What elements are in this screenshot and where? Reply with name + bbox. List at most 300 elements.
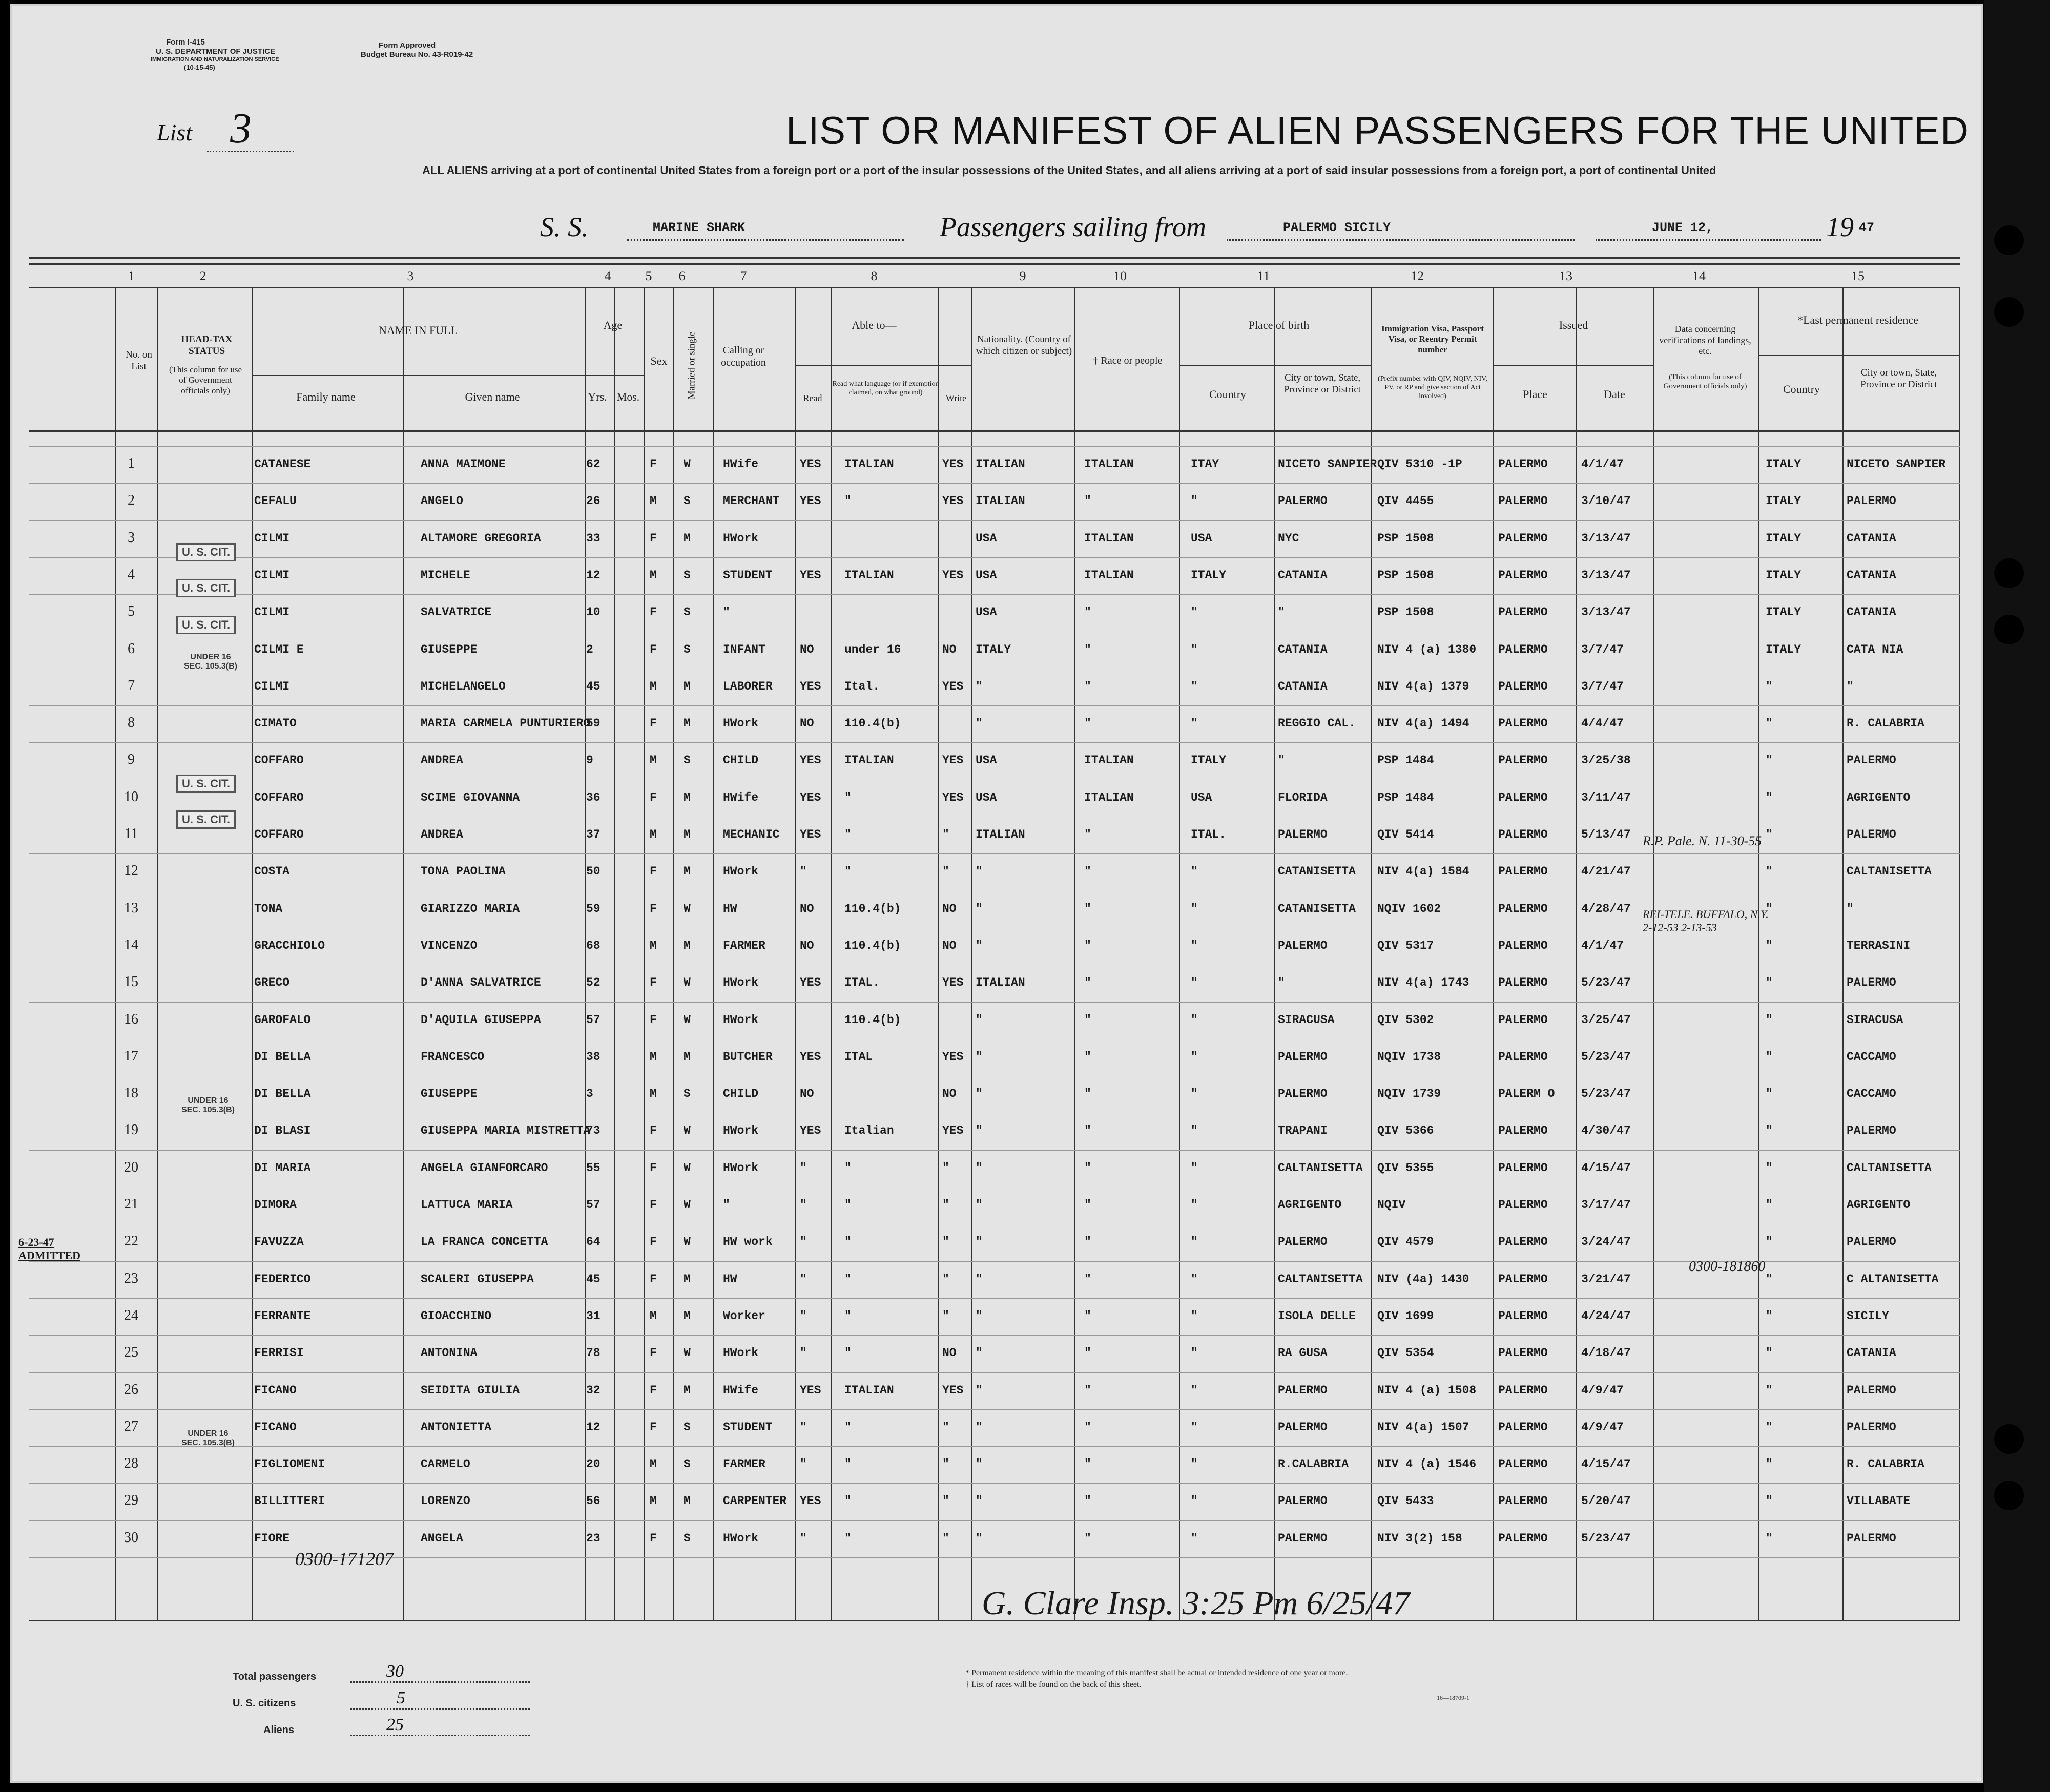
cell-b-country: " [1191, 1161, 1198, 1175]
cell-lang: Italian [844, 1124, 894, 1137]
cell-race: " [1084, 828, 1091, 841]
header-res-city: City or town, State, Province or District [1860, 367, 1937, 390]
cell-write: YES [942, 976, 964, 989]
cell-race: " [1084, 902, 1091, 915]
cell-r-city: CALTANISETTA [1847, 1161, 1932, 1175]
cell-given: VINCENZO [421, 939, 478, 952]
cell-family: GAROFALO [254, 1013, 311, 1027]
punch-hole [1994, 1424, 2024, 1454]
cell-b-country: " [1191, 1235, 1198, 1248]
column-rule [1653, 287, 1654, 1620]
cell-calling: HWife [723, 457, 759, 471]
cell-given: LORENZO [421, 1494, 470, 1508]
cell-r-city: R. CALABRIA [1847, 717, 1924, 730]
cell-b-city: CALTANISETTA [1278, 1273, 1363, 1286]
cell-yrs: 78 [586, 1346, 600, 1360]
cell-b-country: ITALY [1191, 569, 1227, 582]
cell-date: 4/24/47 [1581, 1309, 1631, 1323]
column-rule [1074, 287, 1075, 1620]
cell-place: PALERMO [1498, 1346, 1548, 1360]
cell-r-city: SIRACUSA [1847, 1013, 1903, 1027]
column-rule [644, 287, 645, 1620]
cell-r-country: ITALY [1766, 606, 1801, 619]
cell-date: 4/1/47 [1581, 457, 1624, 471]
cell-family: FICANO [254, 1421, 297, 1434]
cell-read: " [800, 1532, 807, 1545]
cell-yrs: 33 [586, 532, 600, 545]
cell-calling: LABORER [723, 680, 773, 693]
cell-nat: " [976, 1124, 983, 1137]
cell-no: 29 [124, 1492, 138, 1508]
cell-r-country: " [1766, 902, 1773, 915]
cell-given: ANDREA [421, 828, 463, 841]
cell-write: " [942, 1161, 949, 1175]
cell-lang: " [844, 1235, 852, 1248]
cell-no: 28 [124, 1455, 138, 1471]
cell-b-country: " [1191, 1050, 1198, 1064]
cell-calling: FARMER [723, 939, 765, 952]
cell-family: CILMI [254, 569, 290, 582]
cell-date: 3/25/47 [1581, 1013, 1631, 1027]
cell-visa: NIV 4 (a) 1508 [1377, 1384, 1477, 1397]
cell-given: GIARIZZO MARIA [421, 902, 520, 915]
cell-no: 17 [124, 1048, 138, 1064]
cell-r-city: PALERMO [1847, 1384, 1896, 1397]
cell-race: " [1084, 494, 1091, 508]
cell-nat: ITALIAN [976, 828, 1025, 841]
cell-read: NO [800, 1087, 814, 1100]
cell-place: PALERMO [1498, 1124, 1548, 1137]
cell-b-country: ITALY [1191, 754, 1227, 767]
header-headtax-note: (This column for use of Government officials only) [169, 365, 242, 395]
cell-no: 25 [124, 1344, 138, 1360]
cell-calling: HWork [723, 717, 759, 730]
film-edge [1984, 0, 2050, 1792]
cell-yrs: 26 [586, 494, 600, 508]
cell-place: PALERMO [1498, 494, 1548, 508]
header-residence: *Last permanent residence [1797, 314, 1918, 326]
row-rule [29, 1372, 1960, 1373]
cell-ms: S [684, 1421, 691, 1434]
cell-date: 3/13/47 [1581, 532, 1631, 545]
header-country: Country [1209, 388, 1247, 401]
cell-r-country: " [1766, 1309, 1773, 1323]
cell-r-city: CACCAMO [1847, 1087, 1896, 1100]
cell-b-city: PALERMO [1278, 1384, 1328, 1397]
cell-place: PALERMO [1498, 939, 1548, 952]
cell-calling: HWork [723, 865, 759, 878]
cell-family: FERRISI [254, 1346, 304, 1360]
cell-yrs: 12 [586, 1421, 600, 1434]
cell-read: " [800, 1273, 807, 1286]
cell-write: " [942, 1309, 949, 1323]
header-place: Place [1523, 388, 1547, 401]
cell-given: SEIDITA GIULIA [421, 1384, 520, 1397]
colnum-10: 10 [1113, 268, 1127, 283]
cell-given: FRANCESCO [421, 1050, 485, 1064]
header-given: Given name [465, 390, 520, 403]
cell-no: 11 [124, 826, 138, 842]
cell-nat: " [976, 1384, 983, 1397]
cell-nat: " [976, 1309, 983, 1323]
cell-visa: NIV 4(a) 1584 [1377, 865, 1469, 878]
cell-b-country: " [1191, 1346, 1198, 1360]
punch-hole [1994, 1481, 2024, 1510]
cell-place: PALERMO [1498, 680, 1548, 693]
cell-b-country: " [1191, 1494, 1198, 1508]
header-res-country: Country [1783, 383, 1820, 395]
cell-date: 3/25/38 [1581, 754, 1631, 767]
punch-hole [1994, 225, 2024, 255]
cell-no: 14 [124, 937, 138, 953]
port-line [1227, 239, 1575, 241]
cell-read: YES [800, 1384, 821, 1397]
column-rule [1493, 287, 1494, 1620]
cell-place: PALERMO [1498, 643, 1548, 656]
cell-sex: F [650, 532, 657, 545]
cell-date: 5/23/47 [1581, 976, 1631, 989]
cell-b-city: CATANIA [1278, 643, 1328, 656]
cell-race: " [1084, 1050, 1091, 1064]
cell-ms: M [684, 1384, 691, 1397]
cell-no: 2 [128, 492, 135, 508]
cell-visa: PSP 1508 [1377, 606, 1434, 619]
cell-place: PALERMO [1498, 1050, 1548, 1064]
cell-r-country: " [1766, 865, 1773, 878]
cell-b-city: PALERMO [1278, 1421, 1328, 1434]
header-visa: Immigration Visa, Passport Visa, or Reentry Permit number [1381, 324, 1484, 355]
row-rule [29, 1150, 1960, 1151]
cell-race: ITALIAN [1084, 457, 1134, 471]
cell-sex: M [650, 1457, 657, 1471]
cell-given: ANGELA [421, 1532, 463, 1545]
cell-read: YES [800, 754, 821, 767]
row-rule [29, 1483, 1960, 1484]
cell-b-country: " [1191, 1198, 1198, 1212]
cell-place: PALERMO [1498, 828, 1548, 841]
cell-no: 22 [124, 1233, 138, 1249]
cell-place: PALERMO [1498, 1421, 1548, 1434]
cell-sex: F [650, 1161, 657, 1175]
cell-given: SCIME GIOVANNA [421, 791, 520, 804]
cell-ms: S [684, 643, 691, 656]
cell-b-city: CATANISETTA [1278, 902, 1356, 915]
cell-write: YES [942, 569, 964, 582]
cell-b-city: PALERMO [1278, 1087, 1328, 1100]
cell-sex: F [650, 791, 657, 804]
cell-no: 1 [128, 455, 135, 471]
cell-visa: NIV 4 (a) 1546 [1377, 1457, 1477, 1471]
cell-visa: NIV 4(a) 1507 [1377, 1421, 1469, 1434]
cell-race: " [1084, 1309, 1091, 1323]
colnum-6: 6 [678, 268, 686, 283]
cell-calling: Worker [723, 1309, 765, 1323]
cell-ms: S [684, 494, 691, 508]
cell-nat: " [976, 1346, 983, 1360]
column-rule [1274, 287, 1275, 1620]
cell-calling: CHILD [723, 1087, 759, 1100]
cell-b-city: PALERMO [1278, 494, 1328, 508]
column-rule [938, 287, 939, 1620]
us-citizen-stamp: U. S. CIT. [176, 775, 236, 793]
cell-nat: " [976, 680, 983, 693]
cell-ms: M [684, 717, 691, 730]
form-number: Form I-415 [166, 38, 205, 47]
cell-b-country: USA [1191, 532, 1212, 545]
header-birth: Place of birth [1248, 319, 1310, 331]
cell-b-country: " [1191, 606, 1198, 619]
cell-r-country: " [1766, 754, 1773, 767]
cell-race: " [1084, 717, 1091, 730]
cell-sex: M [650, 1309, 657, 1323]
cell-write: " [942, 1198, 949, 1212]
column-rule [831, 287, 832, 1620]
cell-lang: ITALIAN [844, 1384, 894, 1397]
cell-sex: F [650, 1013, 657, 1027]
under16-stamp: UNDER 16 SEC. 105.3(B) [183, 653, 238, 671]
punch-hole [1994, 297, 2024, 327]
cell-no: 27 [124, 1419, 138, 1434]
cell-race: " [1084, 1346, 1091, 1360]
cell-family: CILMI [254, 606, 290, 619]
cell-sex: F [650, 1346, 657, 1360]
cell-family: TONA [254, 902, 283, 915]
cell-visa: NIV (4a) 1430 [1377, 1273, 1469, 1286]
table-top-rule [29, 257, 1960, 259]
cell-read: NO [800, 717, 814, 730]
cell-visa: NQIV 1602 [1377, 902, 1441, 915]
us-citizen-stamp: U. S. CIT. [176, 579, 236, 597]
header-able: Able to— [852, 319, 897, 331]
cell-r-city: " [1847, 902, 1854, 915]
cell-calling: MECHANIC [723, 828, 780, 841]
cell-given: D'AQUILA GIUSEPPA [421, 1013, 541, 1027]
cell-lang: under 16 [844, 643, 901, 656]
cell-b-country: USA [1191, 791, 1212, 804]
cell-r-city: PALERMO [1847, 828, 1896, 841]
cell-given: ANDREA [421, 754, 463, 767]
cell-given: ANGELO [421, 494, 463, 508]
cell-given: MARIA CARMELA PUNTURIERO [421, 717, 591, 730]
cell-write: YES [942, 680, 964, 693]
cell-write: YES [942, 1050, 964, 1064]
cell-visa: QIV 4455 [1377, 494, 1434, 508]
cell-ms: M [684, 532, 691, 545]
header-issued: Issued [1559, 319, 1588, 331]
cell-race: " [1084, 606, 1091, 619]
cell-yrs: 23 [586, 1532, 600, 1545]
cell-r-city: SICILY [1847, 1309, 1889, 1323]
header-sub-rule [795, 365, 971, 366]
cell-read: " [800, 1198, 807, 1212]
us-citizens: 5 [397, 1689, 405, 1707]
cell-ms: S [684, 1532, 691, 1545]
cell-nat: " [976, 1273, 983, 1286]
cell-no: 30 [124, 1530, 138, 1546]
cell-r-city: CATANIA [1847, 606, 1896, 619]
cell-r-city: CALTANISETTA [1847, 865, 1932, 878]
cell-ms: M [684, 791, 691, 804]
cell-sex: F [650, 1421, 657, 1434]
cell-write: NO [942, 902, 957, 915]
cell-no: 15 [124, 974, 138, 990]
cell-read: YES [800, 1124, 821, 1137]
cell-read: " [800, 1235, 807, 1248]
cell-race: " [1084, 1457, 1091, 1471]
cell-race: ITALIAN [1084, 532, 1134, 545]
cell-nat: USA [976, 569, 997, 582]
cell-place: PALERMO [1498, 791, 1548, 804]
cell-nat: " [976, 1013, 983, 1027]
cell-read: YES [800, 569, 821, 582]
us-citizen-stamp: U. S. CIT. [176, 810, 236, 829]
cell-write: NO [942, 643, 957, 656]
cell-lang: 110.4(b) [844, 902, 901, 915]
residence-note: * Permanent residence within the meaning of this manifest shall be actual or intended residence of one year or more. [965, 1669, 1348, 1677]
cell-nat: " [976, 1532, 983, 1545]
cell-family: FIGLIOMENI [254, 1457, 325, 1471]
under16-stamp: UNDER 16 SEC. 105.3(B) [181, 1429, 235, 1448]
cell-ms: W [684, 1124, 691, 1137]
cell-ms: S [684, 754, 691, 767]
column-rule [1179, 287, 1180, 1620]
cell-visa: PSP 1484 [1377, 754, 1434, 767]
cell-family: GRECO [254, 976, 290, 989]
cell-nat: USA [976, 754, 997, 767]
sailing-date: JUNE 12, [1652, 220, 1714, 235]
cell-write: " [942, 828, 949, 841]
cell-date: 5/23/47 [1581, 1532, 1631, 1545]
cell-no: 4 [128, 567, 135, 582]
cell-nat: " [976, 717, 983, 730]
cell-no: 8 [128, 715, 135, 731]
cell-ms: M [684, 680, 691, 693]
cell-place: PALERMO [1498, 1494, 1548, 1508]
aliens-count: 25 [386, 1715, 404, 1734]
cell-r-city: CATANIA [1847, 1346, 1896, 1360]
column-rule [157, 287, 158, 1620]
inspector-signature: G. Clare Insp. 3:25 Pm 6/25/47 [982, 1585, 1410, 1622]
cell-yrs: 20 [586, 1457, 600, 1471]
cell-r-city: AGRIGENTO [1847, 791, 1911, 804]
cell-visa: QIV 5355 [1377, 1161, 1434, 1175]
cell-visa: PSP 1508 [1377, 532, 1434, 545]
cell-no: 19 [124, 1122, 138, 1138]
cell-ms: W [684, 1161, 691, 1175]
cell-date: 5/23/47 [1581, 1050, 1631, 1064]
cell-read: " [800, 1309, 807, 1323]
cell-ms: S [684, 1457, 691, 1471]
cell-given: GIUSEPPA MARIA MISTRETTA [421, 1124, 591, 1137]
cell-lang: Ital. [844, 680, 880, 693]
cell-place: PALERM O [1498, 1087, 1555, 1100]
header-married: Married or single [686, 331, 697, 400]
column-rule [614, 287, 615, 1620]
row-rule [29, 557, 1960, 558]
cell-lang: " [844, 1198, 852, 1212]
cell-race: " [1084, 1273, 1091, 1286]
cell-no: 6 [128, 641, 135, 657]
cell-calling: INFANT [723, 643, 765, 656]
header-no: No. on List [126, 349, 152, 372]
cell-read: NO [800, 643, 814, 656]
list-number-line [207, 151, 294, 152]
cell-calling: STUDENT [723, 569, 773, 582]
race-note: † List of races will be found on the back of this sheet. [965, 1680, 1142, 1689]
sailing-year: 47 [1859, 220, 1875, 235]
cell-family: CILMI [254, 532, 290, 545]
cell-nat: " [976, 1235, 983, 1248]
cell-yrs: 73 [586, 1124, 600, 1137]
cell-visa: QIV 5302 [1377, 1013, 1434, 1027]
cell-r-city: CATA NIA [1847, 643, 1903, 656]
cell-given: MICHELANGELO [421, 680, 506, 693]
cell-r-country: " [1766, 828, 1773, 841]
cell-lang: " [844, 1532, 852, 1545]
cell-r-city: PALERMO [1847, 1532, 1896, 1545]
cell-nat: USA [976, 791, 997, 804]
cell-visa: QIV 5354 [1377, 1346, 1434, 1360]
header-landings-note: (This column for use of Government officials only) [1663, 373, 1747, 390]
cell-visa: PSP 1484 [1377, 791, 1434, 804]
budget-number: Budget Bureau No. 43-R019-42 [361, 50, 473, 59]
cell-b-city: PALERMO [1278, 828, 1328, 841]
cell-lang: " [844, 791, 852, 804]
cell-place: PALERMO [1498, 754, 1548, 767]
cell-b-city: PALERMO [1278, 1235, 1328, 1248]
cell-calling: MERCHANT [723, 494, 780, 508]
cell-r-city: VILLABATE [1847, 1494, 1911, 1508]
colnum-3: 3 [407, 268, 414, 283]
cell-b-city: AGRIGENTO [1278, 1198, 1342, 1212]
list-label: List [157, 119, 193, 145]
cell-sex: F [650, 1124, 657, 1137]
list-number: 3 [230, 105, 252, 152]
cell-race: " [1084, 939, 1091, 952]
cell-yrs: 56 [586, 1494, 600, 1508]
cell-lang: ITAL. [844, 976, 880, 989]
cell-b-country: " [1191, 976, 1198, 989]
cell-family: FERRANTE [254, 1309, 311, 1323]
cell-race: " [1084, 1087, 1091, 1100]
cell-b-city: REGGIO CAL. [1278, 717, 1356, 730]
header-race: † Race or people [1093, 355, 1163, 366]
colnum-4: 4 [604, 268, 611, 283]
cell-visa: NQIV [1377, 1198, 1406, 1212]
cell-given: ANGELA GIANFORCARO [421, 1161, 548, 1175]
cell-family: CATANESE [254, 457, 311, 471]
header-landings: Data concerning verifications of landings, etc. [1659, 324, 1751, 357]
cell-visa: NIV 3(2) 158 [1377, 1532, 1462, 1545]
header-yrs: Yrs. [588, 390, 607, 403]
row-rule [29, 1520, 1960, 1521]
cell-read: YES [800, 494, 821, 508]
cell-nat: " [976, 865, 983, 878]
cell-place: PALERMO [1498, 569, 1548, 582]
cell-nat: USA [976, 532, 997, 545]
cell-yrs: 2 [586, 643, 593, 656]
cell-lang: ITAL [844, 1050, 873, 1064]
cell-r-country: " [1766, 1421, 1773, 1434]
cell-no: 7 [128, 678, 135, 694]
cell-no: 12 [124, 863, 138, 879]
cell-b-city: CALTANISETTA [1278, 1161, 1363, 1175]
cell-b-city: NYC [1278, 532, 1299, 545]
cell-b-city: CATANISETTA [1278, 865, 1356, 878]
row-rule [29, 594, 1960, 595]
cell-b-city: " [1278, 606, 1285, 619]
cell-write: NO [942, 1346, 957, 1360]
